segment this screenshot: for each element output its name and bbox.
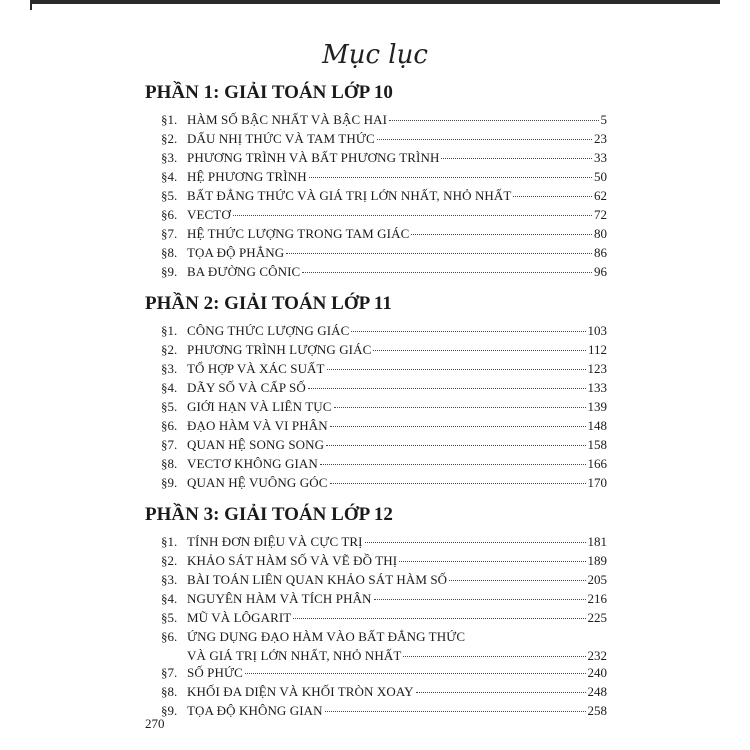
entry-number: §9. xyxy=(161,703,178,718)
dot-leader xyxy=(374,599,586,600)
entry-number: §7. xyxy=(161,437,178,452)
toc-entry[interactable] xyxy=(145,416,607,435)
entry-number: §6. xyxy=(161,418,178,433)
entry-number: §2. xyxy=(161,342,178,357)
entry-text xyxy=(187,454,607,473)
entry-label: ĐẠO HÀM VÀ VI PHÂN xyxy=(187,418,328,433)
entry-number: §2. xyxy=(161,553,178,568)
entry-text xyxy=(187,110,607,129)
dot-leader xyxy=(320,464,586,465)
toc-part-3 xyxy=(145,504,607,720)
entry-page-number: 225 xyxy=(587,610,607,625)
toc-entry[interactable] xyxy=(145,570,607,589)
entry-label: VECTƠ KHÔNG GIAN xyxy=(187,456,318,471)
entry-page-number: 96 xyxy=(594,264,607,279)
toc-entry[interactable] xyxy=(145,340,607,359)
entry-label-continued: VÀ GIÁ TRỊ LỚN NHẤT, NHỎ NHẤT xyxy=(187,648,402,663)
entry-page-number: 123 xyxy=(587,361,607,376)
entry-text xyxy=(187,321,607,340)
entry-page-number: 181 xyxy=(587,534,607,549)
dot-leader xyxy=(416,692,586,693)
entry-number: §3. xyxy=(161,361,178,376)
top-border-rule xyxy=(30,0,720,4)
entry-text xyxy=(187,682,607,701)
entry-label: QUAN HỆ SONG SONG xyxy=(187,437,325,452)
entry-text xyxy=(187,589,607,608)
dot-leader xyxy=(308,388,586,389)
entry-text xyxy=(187,378,607,397)
entry-page-number: 112 xyxy=(587,342,607,357)
dot-leader xyxy=(441,158,592,159)
entry-label: VECTƠ xyxy=(187,207,231,222)
entry-label: TỌA ĐỘ PHẲNG xyxy=(187,245,285,260)
dot-leader xyxy=(377,139,592,140)
entry-label: SỐ PHỨC xyxy=(187,665,243,680)
dot-leader xyxy=(389,120,598,121)
entry-page-number: 158 xyxy=(587,437,607,452)
dot-leader xyxy=(327,369,586,370)
part-heading: PHẦN 3: GIẢI TOÁN LỚP 12 xyxy=(145,504,393,525)
entry-text xyxy=(187,701,607,720)
entry-number: §3. xyxy=(161,150,178,165)
entry-page-number: 248 xyxy=(587,684,607,699)
entry-text xyxy=(187,167,607,186)
entry-text xyxy=(187,473,607,492)
entry-number: §6. xyxy=(161,207,178,222)
entry-label: DÃY SỐ VÀ CẤP SỐ xyxy=(187,380,306,395)
toc-entry[interactable] xyxy=(145,454,607,473)
entry-label: PHƯƠNG TRÌNH VÀ BẤT PHƯƠNG TRÌNH xyxy=(187,150,440,165)
entry-text xyxy=(187,416,607,435)
entry-label: KHẢO SÁT HÀM SỐ VÀ VẼ ĐỒ THỊ xyxy=(187,553,398,568)
entry-page-number: 103 xyxy=(587,323,607,338)
entry-label: BA ĐƯỜNG CÔNIC xyxy=(187,264,301,279)
left-border-rule xyxy=(30,0,32,10)
entry-page-number: 148 xyxy=(587,418,607,433)
entry-number: §8. xyxy=(161,684,178,699)
dot-leader xyxy=(334,407,586,408)
entry-page-number: 216 xyxy=(587,591,607,606)
dot-leader xyxy=(326,445,585,446)
toc-entry[interactable] xyxy=(145,186,607,205)
dot-leader xyxy=(286,253,592,254)
entry-page-number: 170 xyxy=(587,475,607,490)
entry-text xyxy=(187,435,607,454)
entry-page-number: 50 xyxy=(594,169,607,184)
entry-text xyxy=(187,663,607,682)
toc-entry[interactable] xyxy=(145,359,607,378)
toc-entry[interactable] xyxy=(145,148,607,167)
toc-entry[interactable] xyxy=(145,167,607,186)
entry-text xyxy=(187,129,607,148)
toc-entry[interactable] xyxy=(145,532,607,551)
toc-entry[interactable] xyxy=(145,589,607,608)
dot-leader xyxy=(449,580,585,581)
entry-label: HỆ THỨC LƯỢNG TRONG TAM GIÁC xyxy=(187,226,410,241)
entry-number: §9. xyxy=(161,475,178,490)
entry-number: §4. xyxy=(161,169,178,184)
entry-text xyxy=(187,262,607,281)
entry-page-number: 189 xyxy=(587,553,607,568)
toc-entry[interactable] xyxy=(145,378,607,397)
toc-entry[interactable] xyxy=(145,435,607,454)
entry-label: NGUYÊN HÀM VÀ TÍCH PHÂN xyxy=(187,591,372,606)
entry-label: ỨNG DỤNG ĐẠO HÀM VÀO BẤT ĐẲNG THỨC xyxy=(187,629,466,644)
entry-number: §3. xyxy=(161,572,178,587)
part-heading: PHẦN 1: GIẢI TOÁN LỚP 10 xyxy=(145,82,393,103)
entry-label: QUAN HỆ VUÔNG GÓC xyxy=(187,475,328,490)
dot-leader xyxy=(330,483,586,484)
entry-label: DẤU NHỊ THỨC VÀ TAM THỨC xyxy=(187,131,375,146)
entry-label: TỔ HỢP VÀ XÁC SUẤT xyxy=(187,361,325,376)
entry-number: §4. xyxy=(161,591,178,606)
toc-entry[interactable] xyxy=(145,205,607,224)
dot-leader xyxy=(330,426,586,427)
entry-number: §4. xyxy=(161,380,178,395)
entry-label: GIỚI HẠN VÀ LIÊN TỤC xyxy=(187,399,332,414)
entry-text xyxy=(187,340,607,359)
dot-leader xyxy=(411,234,592,235)
entry-number: §5. xyxy=(161,188,178,203)
entry-label: BẤT ĐẲNG THỨC VÀ GIÁ TRỊ LỚN NHẤT, NHỎ NHẤT xyxy=(187,188,512,203)
toc-entry[interactable] xyxy=(145,262,607,281)
entry-text xyxy=(187,186,607,205)
toc-entry[interactable] xyxy=(145,627,607,663)
entry-page-number: 86 xyxy=(594,245,607,260)
entry-page-number: 133 xyxy=(587,380,607,395)
dot-leader xyxy=(325,711,586,712)
entry-number: §7. xyxy=(161,226,178,241)
dot-leader xyxy=(373,350,586,351)
dot-leader xyxy=(245,673,586,674)
entry-text xyxy=(187,551,607,570)
entry-number: §2. xyxy=(161,131,178,146)
entry-number: §1. xyxy=(161,323,178,338)
entry-number: §8. xyxy=(161,456,178,471)
entry-page-number: 23 xyxy=(594,131,607,146)
entry-label: PHƯƠNG TRÌNH LƯỢNG GIÁC xyxy=(187,342,372,357)
toc-entry[interactable] xyxy=(145,129,607,148)
entry-label: MŨ VÀ LÔGARIT xyxy=(187,610,292,625)
entry-page-number: 33 xyxy=(594,150,607,165)
entry-number: §5. xyxy=(161,399,178,414)
entry-page-number: 205 xyxy=(587,572,607,587)
entry-text xyxy=(187,627,607,665)
entry-text xyxy=(187,243,607,262)
entry-number: §6. xyxy=(161,629,178,644)
entry-text xyxy=(187,608,607,627)
dot-leader xyxy=(293,618,585,619)
entry-text xyxy=(187,397,607,416)
toc-entry[interactable] xyxy=(145,321,607,340)
toc-entry[interactable] xyxy=(145,551,607,570)
part-heading: PHẦN 2: GIẢI TOÁN LỚP 11 xyxy=(145,293,392,314)
dot-leader xyxy=(302,272,592,273)
entry-text xyxy=(187,359,607,378)
footer-page-number: 270 xyxy=(145,716,165,731)
entry-number: §7. xyxy=(161,665,178,680)
dot-leader xyxy=(365,542,586,543)
toc-entry[interactable] xyxy=(145,682,607,701)
entry-page-number: 62 xyxy=(594,188,607,203)
entry-page-number: 139 xyxy=(587,399,607,414)
toc-entry[interactable] xyxy=(145,243,607,262)
toc-entry[interactable] xyxy=(145,608,607,627)
dot-leader xyxy=(399,561,585,562)
entry-page-number: 240 xyxy=(587,665,607,680)
toc-entry[interactable] xyxy=(145,110,607,129)
toc-part-2 xyxy=(145,293,607,492)
toc-entry[interactable] xyxy=(145,397,607,416)
toc-part-1 xyxy=(145,82,607,281)
dot-leader xyxy=(351,331,585,332)
entry-label: TỌA ĐỘ KHÔNG GIAN xyxy=(187,703,323,718)
toc-entry[interactable] xyxy=(145,473,607,492)
toc-entry[interactable] xyxy=(145,663,607,682)
entry-page-number: 80 xyxy=(594,226,607,241)
entry-label: TÍNH ĐƠN ĐIỆU VÀ CỰC TRỊ xyxy=(187,534,363,549)
entry-label: KHỐI ĐA DIỆN VÀ KHỐI TRÒN XOAY xyxy=(187,684,414,699)
toc-entry[interactable] xyxy=(145,701,607,720)
entry-label: BÀI TOÁN LIÊN QUAN KHẢO SÁT HÀM SỐ xyxy=(187,572,448,587)
entry-label: HÀM SỐ BẬC NHẤT VÀ BẬC HAI xyxy=(187,112,388,127)
entry-number: §5. xyxy=(161,610,178,625)
entry-page-number: 5 xyxy=(600,112,607,127)
entry-page-number: 72 xyxy=(594,207,607,222)
entry-text xyxy=(187,148,607,167)
entry-label: CÔNG THỨC LƯỢNG GIÁC xyxy=(187,323,350,338)
entry-text xyxy=(187,532,607,551)
toc-entry[interactable] xyxy=(145,224,607,243)
dot-leader xyxy=(233,215,592,216)
entry-page-number: 166 xyxy=(587,456,607,471)
entry-number: §8. xyxy=(161,245,178,260)
table-of-contents xyxy=(145,82,607,720)
entry-text xyxy=(187,224,607,243)
dot-leader xyxy=(403,656,585,657)
entry-label: HỆ PHƯƠNG TRÌNH xyxy=(187,169,307,184)
entry-number: §1. xyxy=(161,112,178,127)
entry-number: §1. xyxy=(161,534,178,549)
entry-text xyxy=(187,205,607,224)
page-title: Mục lục xyxy=(322,40,428,70)
entry-text xyxy=(187,570,607,589)
dot-leader xyxy=(309,177,592,178)
entry-page-number: 258 xyxy=(587,703,607,718)
entry-page-number: 232 xyxy=(587,648,607,663)
dot-leader xyxy=(513,196,592,197)
entry-number: §9. xyxy=(161,264,178,279)
